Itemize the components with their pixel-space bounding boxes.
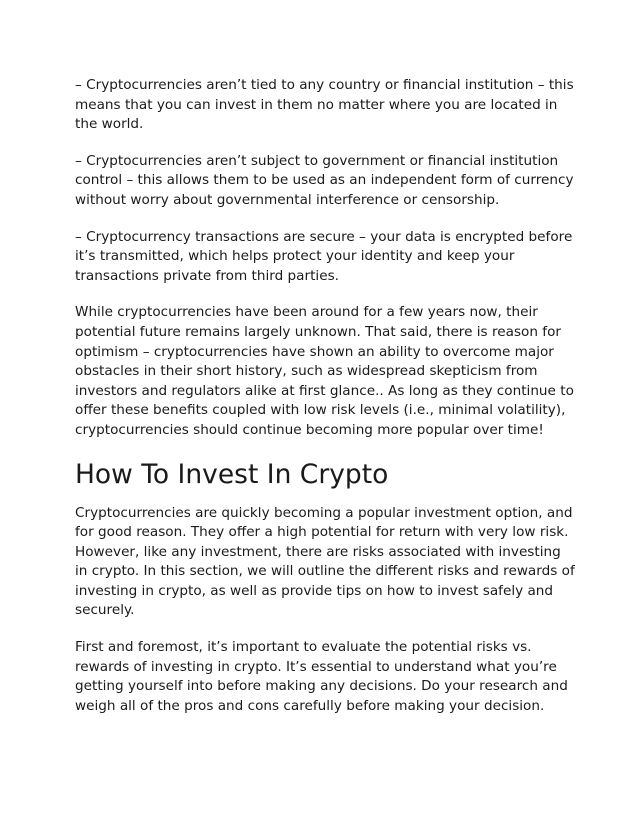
paragraph-bullet-no-country-tie: – Cryptocurrencies aren’t tied to any country or financial institution – this means that you can invest in them no matter where you are located in the world. [75, 77, 574, 133]
paragraph-intro-investing: Cryptocurrencies are quickly becoming a popular investment option, and for good reason. They offer a high potential for return with very low risk. However, like any investment, there are risks associated with investing in crypto. In this section, we will outline the different risks and rewards of investing in crypto, as well as provide tips on how to invest safely and securely. [75, 504, 575, 619]
paragraph-future-outlook: While cryptocurrencies have been around for a few years now, their potential future remains largely unknown. That said, there is reason for optimism – cryptocurrencies have shown an ability to overcome major obstacles in their short history, such as widespread skepticism from investors and regulators alike at first glance.. As long as they continue to offer these benefits coupled with low risk levels (i.e., minimal volatility), cryptocurrencies should continue becoming more popular over time! [75, 304, 574, 438]
paragraph-bullet-secure-transactions: – Cryptocurrency transactions are secure – your data is encrypted before it’s transmitted, which helps protect your identity and keep your transactions private from third parties. [75, 228, 573, 284]
paragraph-bullet-no-government-control: – Cryptocurrencies aren’t subject to government or financial institution control – this allows them to be used as an independent form of currency without worry about governmental interference or censorship. [75, 152, 574, 208]
document-page [75, 76, 575, 733]
paragraph-evaluate-risks: First and foremost, it’s important to evaluate the potential risks vs. rewards of investing in crypto. It’s essential to understand what you’re getting yourself into before making any decisions. Do your research and weigh all of the pros and cons carefully before making your decision. [75, 639, 568, 714]
section-heading: How To Invest In Crypto [75, 458, 389, 490]
